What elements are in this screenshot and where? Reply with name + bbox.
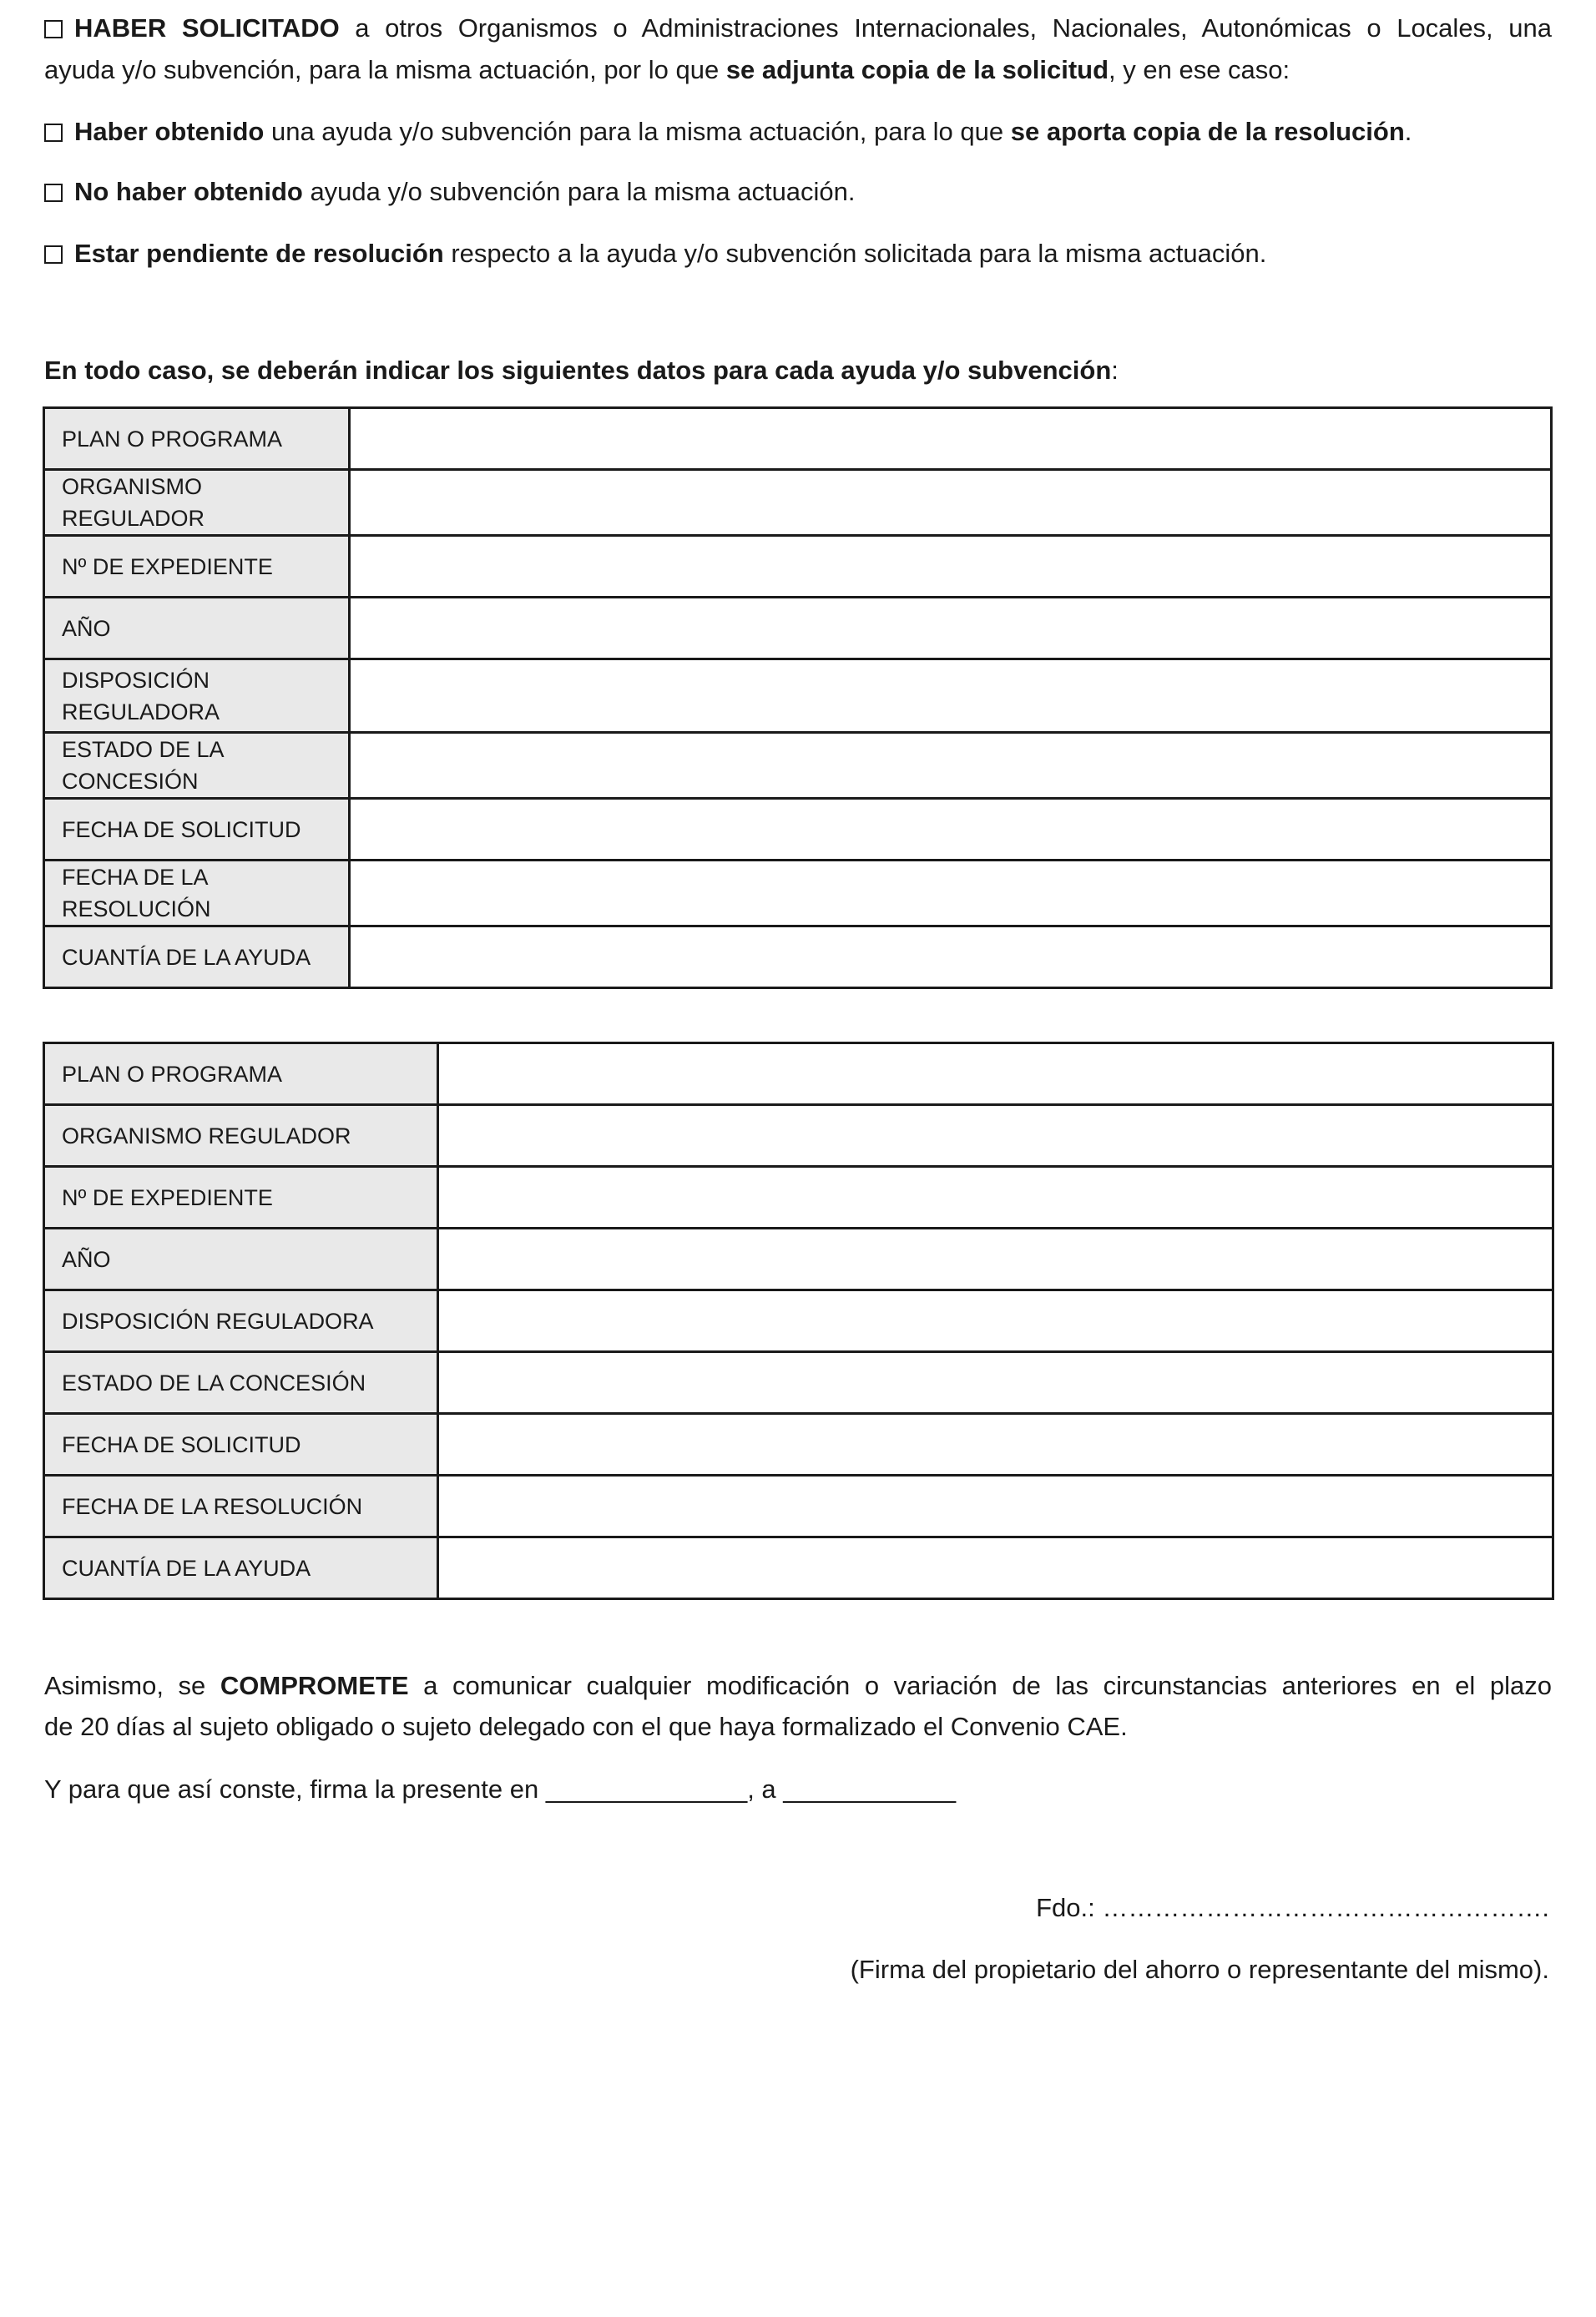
table-row [44,1537,1553,1599]
option-haber-solicitado-line-1 [44,7,1552,50]
field-label: CUANTÍA DE LA AYUDA [44,1537,438,1599]
field-value-input[interactable] [438,1167,1553,1229]
option-no-haber-obtenido-text: ayuda y/o subvención para la misma actuación. [302,177,856,206]
commitment-text-3: de 20 días al sujeto obligado o sujeto delegado con el que haya formalizado el Convenio CAE. [44,1712,1128,1741]
commitment-bold: COMPROMETE [220,1671,409,1700]
option-haber-obtenido-bold-2: se aporta copia de la resolución [1010,117,1405,146]
field-label: ORGANISMO REGULADOR [44,470,350,536]
option-pendiente-resolucion [44,232,1552,275]
option-haber-solicitado-text-3: , y en ese caso: [1109,55,1290,84]
commitment-text-1: Asimismo, se [44,1671,220,1700]
field-value-input[interactable] [438,1352,1553,1414]
checkbox-haber-obtenido[interactable] [44,124,63,142]
option-haber-obtenido-text: una ayuda y/o subvención para la misma actuación, para lo que [264,117,1011,146]
option-haber-obtenido-bold: Haber obtenido [74,117,265,146]
table-row [44,1352,1553,1414]
field-value-input[interactable] [438,1043,1553,1105]
option-haber-solicitado-bold: HABER SOLICITADO [74,13,340,43]
table-row [44,1414,1553,1476]
checkbox-no-haber-obtenido[interactable] [44,184,63,202]
field-label: FECHA DE SOLICITUD [44,1414,438,1476]
field-value-input[interactable] [350,926,1552,988]
option-haber-solicitado-text: a otros Organismos o Administraciones Internacionales, Nacionales, Autonómicas o Locales, una [339,13,1552,43]
table-row [44,659,1552,733]
table-row [44,1290,1553,1352]
table-row [44,1229,1553,1290]
field-label: ESTADO DE LA CONCESIÓN [44,733,350,799]
field-value-input[interactable] [350,536,1552,598]
checkbox-pendiente-resolucion[interactable] [44,245,63,264]
field-value-input[interactable] [438,1414,1553,1476]
field-value-input[interactable] [350,598,1552,659]
field-label: AÑO [44,598,350,659]
field-value-input[interactable] [438,1229,1553,1290]
sign-place-date: Y para que así conste, firma la presente en ______________, a ____________ [44,1774,957,1804]
field-label: DISPOSICIÓN REGULADORA [44,1290,438,1352]
field-value-input[interactable] [350,733,1552,799]
field-label: Nº DE EXPEDIENTE [44,1167,438,1229]
field-value-input[interactable] [438,1476,1553,1537]
instruction-bold: En todo caso, se deberán indicar los siguientes datos para cada ayuda y/o subvención [44,356,1112,385]
field-value-input[interactable] [350,470,1552,536]
field-label: PLAN O PROGRAMA [44,408,350,470]
table-row [44,1167,1553,1229]
option-haber-solicitado-text-2: ayuda y/o subvención, para la misma actuación, por lo que [44,55,726,84]
table-row [44,799,1552,861]
table-row [44,1043,1553,1105]
field-value-input[interactable] [438,1290,1553,1352]
option-haber-obtenido [44,110,1552,154]
commitment-text-2: a comunicar cualquier modificación o variación de las circunstancias anteriores en el plazo [408,1671,1552,1700]
table-row [44,408,1552,470]
table-row [44,733,1552,799]
table-row [44,861,1552,926]
field-label: AÑO [44,1229,438,1290]
field-value-input[interactable] [350,861,1552,926]
field-label: PLAN O PROGRAMA [44,1043,438,1105]
aid-details-table-2 [43,1042,1554,1600]
table-row [44,536,1552,598]
field-label: ESTADO DE LA CONCESIÓN [44,1352,438,1414]
option-haber-solicitado-line-2 [44,48,1552,92]
table-row [44,1105,1553,1167]
field-label: FECHA DE LA RESOLUCIÓN [44,1476,438,1537]
option-pendiente-resolucion-bold: Estar pendiente de resolución [74,239,444,268]
option-haber-solicitado-bold-2: se adjunta copia de la solicitud [725,55,1109,84]
field-value-input[interactable] [350,408,1552,470]
field-value-input[interactable] [350,659,1552,733]
instruction-heading [44,349,1552,392]
field-value-input[interactable] [438,1537,1553,1599]
table-row [44,926,1552,988]
signature-caption: (Firma del propietario del ahorro o representante del mismo). [850,1955,1549,1984]
field-label: CUANTÍA DE LA AYUDA [44,926,350,988]
commitment-line-2 [44,1705,1552,1749]
field-value-input[interactable] [350,799,1552,861]
option-haber-obtenido-text-2: . [1404,117,1412,146]
field-label: FECHA DE SOLICITUD [44,799,350,861]
option-pendiente-resolucion-text: respecto a la ayuda y/o subvención solicitada para la misma actuación. [443,239,1267,268]
field-label: Nº DE EXPEDIENTE [44,536,350,598]
commitment-line-1 [44,1664,1552,1708]
field-value-input[interactable] [438,1105,1553,1167]
field-label: DISPOSICIÓN REGULADORA [44,659,350,733]
option-no-haber-obtenido [44,170,1552,214]
field-label: ORGANISMO REGULADOR [44,1105,438,1167]
table-row [44,470,1552,536]
field-label: FECHA DE LA RESOLUCIÓN [44,861,350,926]
table-row [44,1476,1553,1537]
instruction-tail: : [1111,356,1119,385]
aid-details-table-1 [43,406,1553,989]
signature-line[interactable]: Fdo.: ……………………………………………. [1036,1893,1549,1922]
table-row [44,598,1552,659]
checkbox-haber-solicitado[interactable] [44,20,63,38]
option-no-haber-obtenido-bold: No haber obtenido [74,177,303,206]
